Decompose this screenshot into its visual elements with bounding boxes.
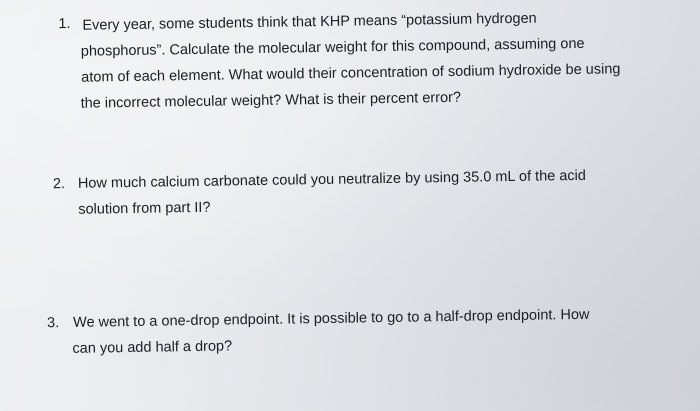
question-number: 1. xyxy=(58,15,71,33)
question-number: 3. xyxy=(46,315,60,332)
question-text-line: How much calcium carbonate could you neutralize by using 35.0 mL of the acid xyxy=(77,167,587,192)
question-text-line: solution from part II? xyxy=(78,199,211,218)
question-text-line: atom of each element. What would their concentration of sodium hydroxide be using xyxy=(81,61,621,86)
question-text-line: phosphorus”. Calculate the molecular weight for this compound, assuming one xyxy=(80,35,585,60)
question-text-line: We went to a one-drop endpoint. It is possible to go to a half-drop endpoint. How xyxy=(72,306,590,331)
question-number: 2. xyxy=(52,176,66,193)
question-text-line: the incorrect molecular weight? What is their percent error? xyxy=(80,89,462,112)
question-text-line: Every year, some students think that KHP means “potassium hydrogen xyxy=(82,10,537,34)
question-text-line: can you add half a drop? xyxy=(72,338,233,357)
